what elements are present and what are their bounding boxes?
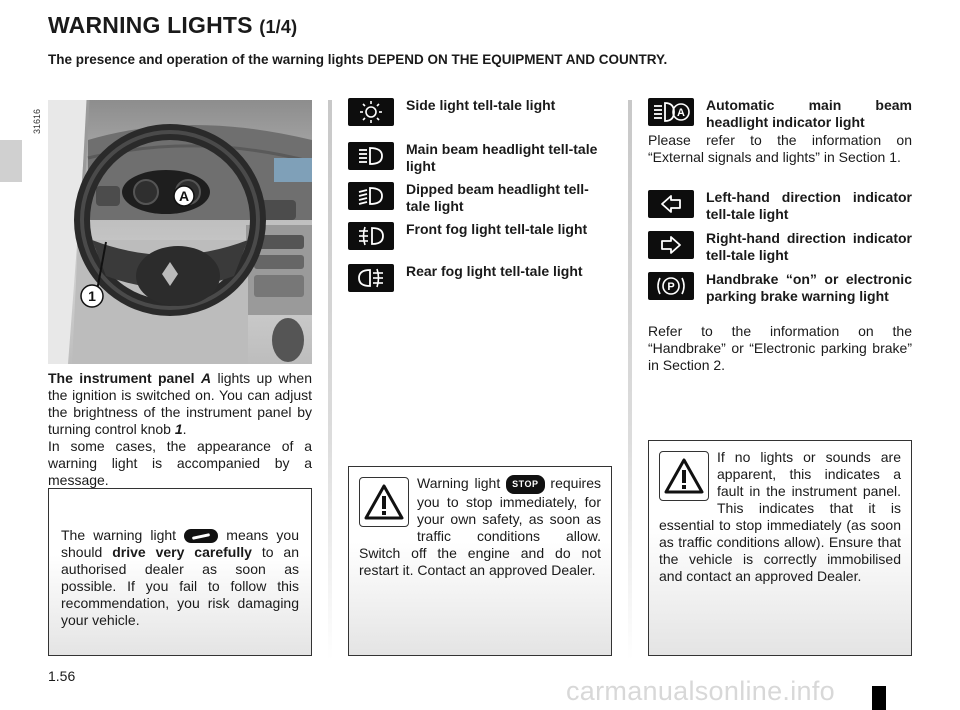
light-item: Rear fog light tell-tale light <box>348 264 612 292</box>
instrument-fault-note: If no lights or sounds are apparent, this indicates a fault in the instrument panel. This indicates that it is essential to stop immediately (as soon as traffic conditions allow). Ensure that the vehicle is correctly immobilised and contact an approved Dealer. <box>648 440 912 656</box>
callout-a: A <box>178 188 190 204</box>
handbrake-text: Refer to the information on the “Handbrake” or “Electronic parking brake” in Section 2. <box>648 323 912 373</box>
watermark: carmanualsonline.info <box>566 676 835 706</box>
light-item: Left-hand direction indicator tell-tale light <box>648 190 912 223</box>
drive-carefully-note: The warning light means you should drive very carefully to an authorised dealer as soon as possible. If you fail to follow this recommendation, you risk damaging your vehicle. <box>48 488 312 656</box>
light-item: Side light tell-tale light <box>348 98 612 126</box>
stop-badge-icon: STOP <box>506 475 544 494</box>
right-indicator-icon <box>648 231 694 259</box>
page-subtitle: The presence and operation of the warning lights DEPEND ON THE EQUIPMENT AND COUNTRY. <box>48 52 668 67</box>
left-indicator-icon <box>648 190 694 218</box>
column-divider <box>328 100 332 660</box>
auto-beam-text: Please refer to the information on “External signals and lights” in Section 1. <box>648 132 912 165</box>
rear-fog-icon <box>348 264 394 292</box>
auto-main-beam-icon <box>648 98 694 126</box>
callout-1: 1 <box>88 288 96 304</box>
dipped-beam-icon <box>348 182 394 210</box>
page-number: 1.56 <box>48 668 76 684</box>
light-item: A Automatic main beam headlight indicator light <box>648 98 912 131</box>
main-beam-icon <box>348 142 394 170</box>
wrench-badge-icon <box>184 529 218 543</box>
warning-triangle-icon <box>359 477 409 527</box>
light-item: Front fog light tell-tale light <box>348 222 612 250</box>
instrument-panel-text: The instrument panel A lights up when the ignition is switched on. You can adjust the brightness of the instrument panel by turning control knob 1. In some cases, the appearance of a warning light is accompanied by a message. <box>48 370 312 488</box>
light-item: Dipped beam headlight tell-tale light <box>348 182 612 215</box>
warning-triangle-icon <box>659 451 709 501</box>
handbrake-icon <box>648 272 694 300</box>
svg-text:A: A <box>677 107 685 119</box>
light-item: Main beam headlight tell-tale light <box>348 142 612 175</box>
figure-code: 31616 <box>32 108 42 134</box>
side-light-icon <box>348 98 394 126</box>
stop-warning-note: Warning light STOP requires you to stop immediately, for your own safety, as soon as traffic conditions allow. Switch off the engine and do not restart it. Contact an approved Dealer. <box>348 466 612 656</box>
svg-text:P: P <box>667 281 675 293</box>
front-fog-icon <box>348 222 394 250</box>
column-divider <box>628 100 632 660</box>
light-item: P Handbrake “on” or electronic parking brake warning light <box>648 272 912 305</box>
section-tab <box>0 140 22 182</box>
page-title: WARNING LIGHTS (1/4) <box>48 12 298 38</box>
corner-mark <box>872 686 886 710</box>
light-item: Right-hand direction indicator tell-tale light <box>648 231 912 264</box>
dashboard-photo <box>48 100 312 364</box>
